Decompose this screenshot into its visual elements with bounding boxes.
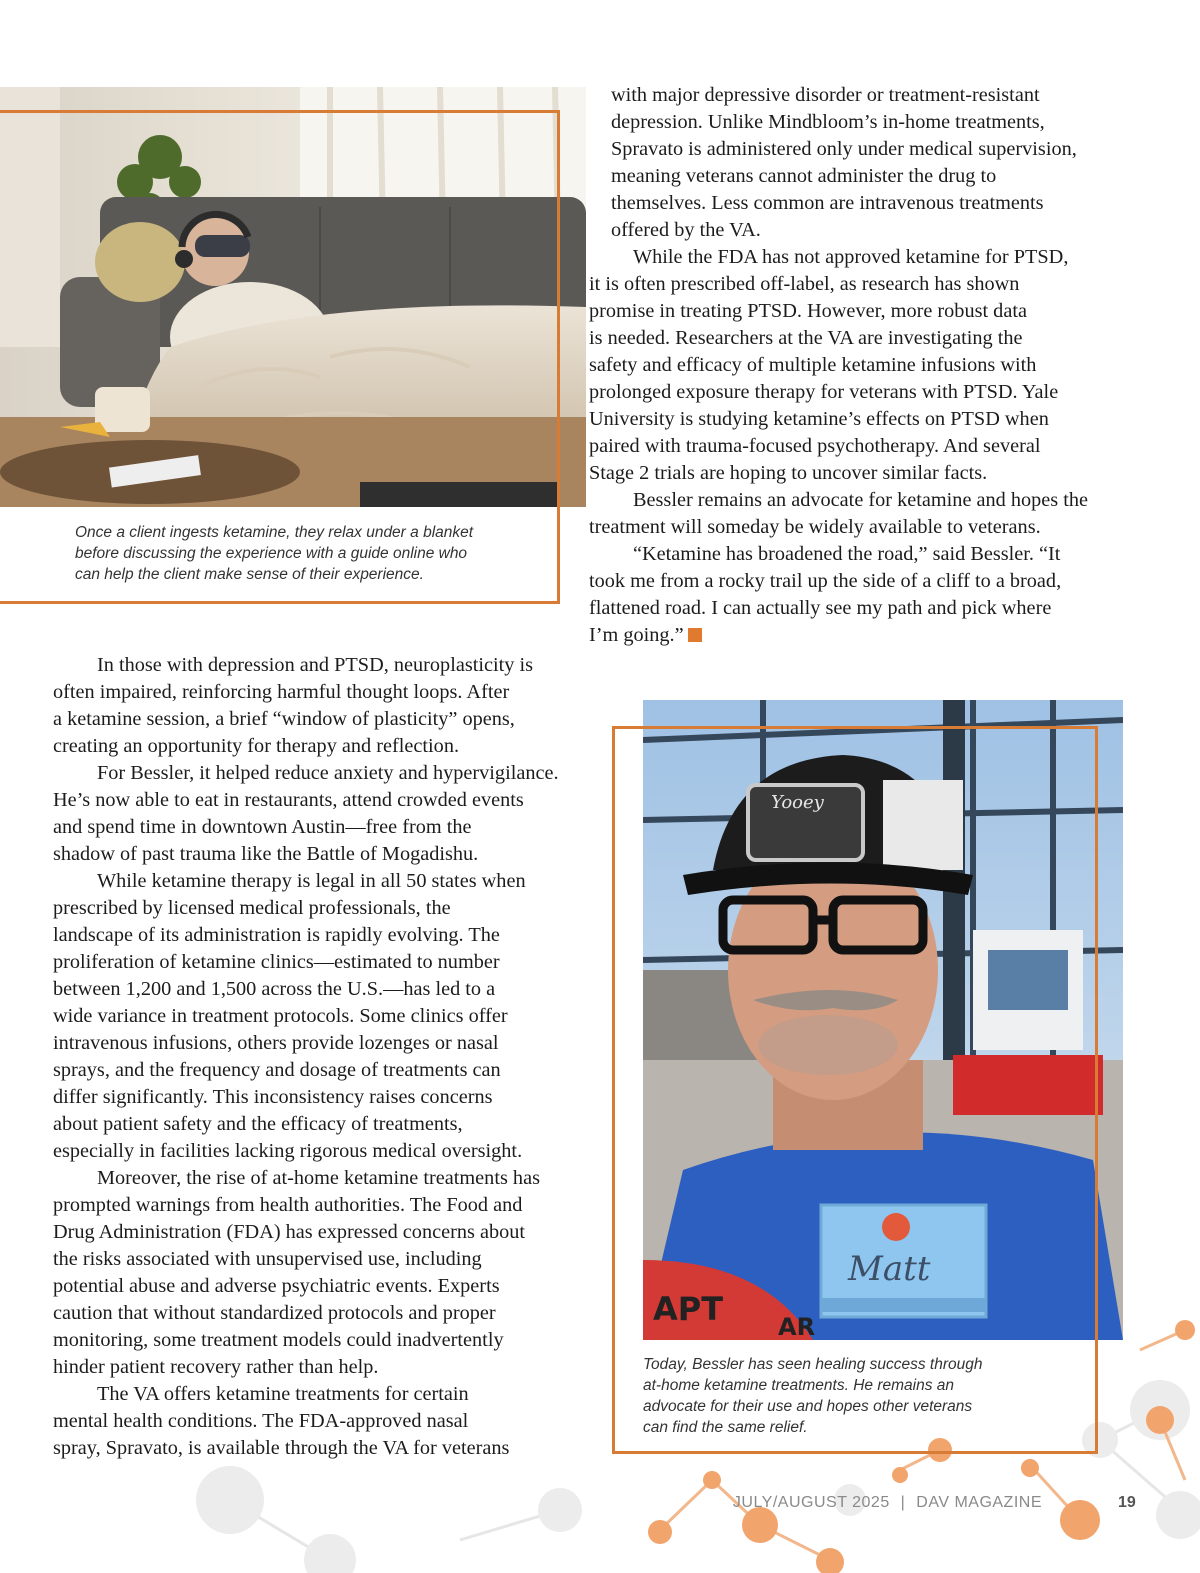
text-line: shadow of past trauma like the Battle of Mogadishu.: [53, 843, 479, 865]
page-number: 19: [1118, 1494, 1136, 1511]
text-line: and spend time in downtown Austin—free from the: [53, 816, 472, 838]
paragraph: [589, 244, 1131, 487]
text-line: themselves. Less common are intravenous treatments: [611, 192, 1044, 214]
text-line: took me from a rocky trail up the side of a cliff to a broad,: [589, 570, 1062, 592]
footer-publication: DAV MAGAZINE: [916, 1494, 1042, 1511]
text-line: monitoring, some treatment models could inadvertently: [53, 1329, 504, 1351]
text-line: creating an opportunity for therapy and reflection.: [53, 735, 460, 757]
text-line: promise in treating PTSD. However, more robust data: [589, 300, 1027, 322]
paragraph: [53, 1165, 595, 1381]
caption-top-photo: [75, 522, 545, 585]
footer-issue-date: JULY/AUGUST 2025: [732, 1494, 890, 1511]
footer-issue-info: [720, 1494, 1042, 1512]
text-line: I’m going.”: [589, 624, 684, 646]
text-line: “Ketamine has broadened the road,” said Bessler. “It: [633, 543, 1061, 565]
text-line: landscape of its administration is rapidly evolving. The: [53, 924, 500, 946]
caption-bottom-photo: [643, 1354, 1043, 1438]
paragraph: [53, 868, 595, 1165]
text-line: While ketamine therapy is legal in all 50 states when: [97, 870, 526, 892]
paragraph: [53, 760, 595, 868]
text-line: wide variance in treatment protocols. Some clinics offer: [53, 1005, 508, 1027]
shirt-text-left: APT: [653, 1290, 724, 1328]
text-line: caution that without standardized protocols and proper: [53, 1302, 496, 1324]
text-line: prompted warnings from health authorities. The Food and: [53, 1194, 523, 1216]
text-line: prescribed by licensed medical professionals, the: [53, 897, 451, 919]
paragraph: [611, 82, 1131, 244]
text-line: prolonged exposure therapy for veterans with PTSD. Yale: [589, 381, 1059, 403]
text-line: flattened road. I can actually see my path and pick where: [589, 597, 1052, 619]
caption-line: Today, Bessler has seen healing success through: [643, 1356, 983, 1373]
caption-line: advocate for their use and hopes other veterans: [643, 1398, 973, 1415]
paragraph: [589, 487, 1131, 541]
text-line: potential abuse and adverse psychiatric events. Experts: [53, 1275, 500, 1297]
caption-line: can help the client make sense of their experience.: [75, 566, 424, 583]
photo-frame-bottom: [612, 726, 1098, 1454]
text-line: In those with depression and PTSD, neuroplasticity is: [97, 654, 533, 676]
text-line: about patient safety and the efficacy of treatments,: [53, 1113, 463, 1135]
text-line: The VA offers ketamine treatments for certain: [97, 1383, 469, 1405]
paragraph: [53, 652, 595, 760]
text-line: University is studying ketamine’s effects on PTSD when: [589, 408, 1049, 430]
end-of-article-mark: [688, 628, 702, 642]
text-line: Drug Administration (FDA) has expressed concerns about: [53, 1221, 526, 1243]
text-line: For Bessler, it helped reduce anxiety and hypervigilance.: [97, 762, 559, 784]
caption-line: at-home ketamine treatments. He remains an: [643, 1377, 954, 1394]
text-line: especially in facilities lacking rigorous medical oversight.: [53, 1140, 523, 1162]
text-line: spray, Spravato, is available through the VA for veterans: [53, 1437, 510, 1459]
text-line: it is often prescribed off-label, as research has shown: [589, 273, 1020, 295]
text-line: intravenous infusions, others provide lozenges or nasal: [53, 1032, 499, 1054]
text-line: mental health conditions. The FDA-approved nasal: [53, 1410, 469, 1432]
text-line: sprays, and the frequency and dosage of treatments can: [53, 1059, 501, 1081]
article-column-left: [53, 652, 595, 1462]
cap-text: Yooey: [771, 792, 824, 813]
text-line: offered by the VA.: [611, 219, 761, 241]
text-line: often impaired, reinforcing harmful thought loops. After: [53, 681, 510, 703]
text-line: with major depressive disorder or treatment-resistant: [611, 84, 1040, 106]
text-line: differ significantly. This inconsistency raises concerns: [53, 1086, 493, 1108]
text-line: hinder patient recovery rather than help.: [53, 1356, 379, 1378]
text-line: Bessler remains an advocate for ketamine and hopes the: [633, 489, 1089, 511]
text-line: Stage 2 trials are hoping to uncover similar facts.: [589, 462, 988, 484]
name-tag-text: Matt: [848, 1249, 931, 1289]
text-line: treatment will someday be widely available to veterans.: [589, 516, 1041, 538]
caption-line: before discussing the experience with a guide online who: [75, 545, 468, 562]
article-column-right: [589, 82, 1131, 649]
text-line: the risks associated with unsupervised use, including: [53, 1248, 482, 1270]
caption-line: Once a client ingests ketamine, they relax under a blanket: [75, 524, 474, 541]
text-line: Spravato is administered only under medical supervision,: [611, 138, 1077, 160]
paragraph: [589, 541, 1131, 649]
footer-separator: |: [900, 1494, 906, 1511]
text-line: between 1,200 and 1,500 across the U.S.—has led to a: [53, 978, 496, 1000]
paragraph: [53, 1381, 595, 1462]
text-line: Moreover, the rise of at-home ketamine treatments has: [97, 1167, 540, 1189]
text-line: a ketamine session, a brief “window of plasticity” opens,: [53, 708, 515, 730]
text-line: is needed. Researchers at the VA are investigating the: [589, 327, 1023, 349]
text-line: proliferation of ketamine clinics—estimated to number: [53, 951, 500, 973]
shirt-text-right: AR: [778, 1313, 816, 1340]
caption-line: can find the same relief.: [643, 1419, 808, 1436]
text-line: depression. Unlike Mindbloom’s in-home treatments,: [611, 111, 1045, 133]
text-line: He’s now able to eat in restaurants, attend crowded events: [53, 789, 524, 811]
text-line: paired with trauma-focused psychotherapy. And several: [589, 435, 1041, 457]
text-line: While the FDA has not approved ketamine for PTSD,: [633, 246, 1069, 268]
text-line: safety and efficacy of multiple ketamine infusions with: [589, 354, 1037, 376]
text-line: meaning veterans cannot administer the drug to: [611, 165, 997, 187]
